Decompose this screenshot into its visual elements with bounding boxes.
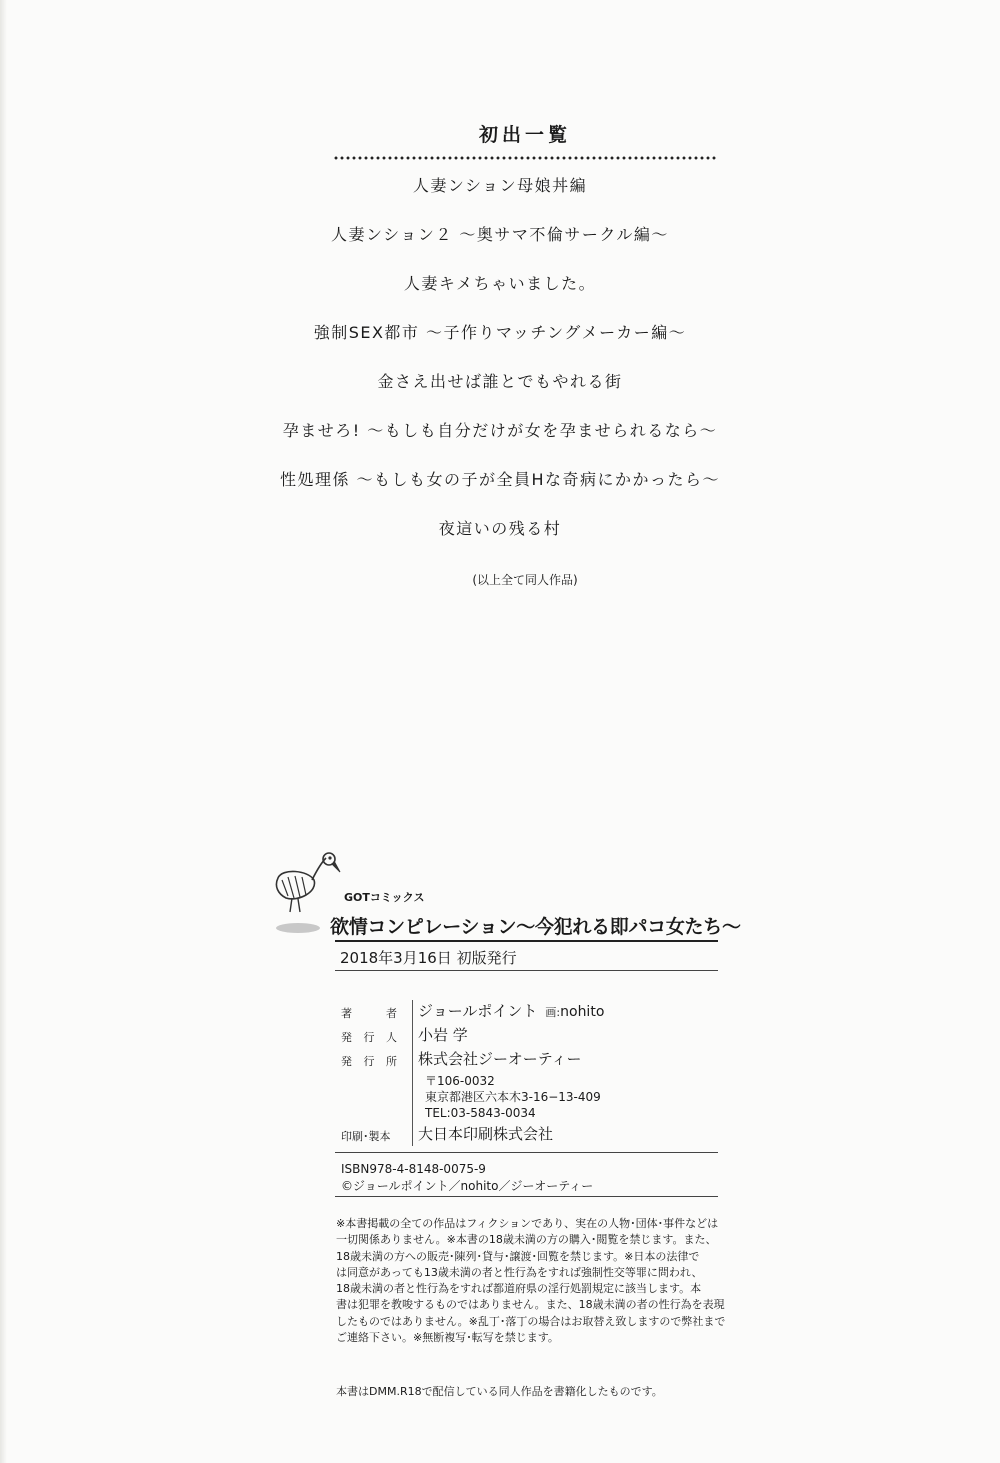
credit-value [418,1000,604,1021]
notice-line: 18歳未満の者と性行為をすれば都道府県の淫行処罰規定に該当します。本 [336,1282,702,1296]
divider [335,1196,718,1197]
telephone: TEL:03-5843-0034 [425,1106,536,1120]
credit-key: 発行所 [341,1055,397,1068]
work-item: 金さえ出せば誰とでもやれる街 [377,372,623,391]
credit-value: 小岩 学 [418,1026,468,1044]
notice-line: 一切関係ありません。※本書の18歳未満の方の購入･閲覧を禁じます。また、 [336,1233,717,1247]
credit-row-printer [341,1123,721,1147]
work-item: 夜這いの残る村 [438,519,562,538]
notice-line: は同意があっても13歳未満の者と性行為をすれば強制性交等罪に問われ、 [336,1265,703,1279]
work-item: 孕ませろ! ～もしも自分だけが女を孕ませられるなら～ [282,421,718,440]
work-item: 人妻ンション母娘丼編 [412,176,588,195]
street-address: 東京都港区六本木3-16−13-409 [425,1090,601,1104]
footer-note: 本書はDMM.R18で配信している同人作品を書籍化したものです。 [336,1385,663,1398]
notice-line: 18歳未満の方への販売･陳列･貸与･譲渡･回覧を禁じます。※日本の法律で [336,1249,700,1263]
work-item: 性処理係 ～もしも女の子が全員Hな奇病にかかったら～ [279,470,721,489]
divider [335,970,718,971]
illustrator-name: nohito [560,1004,605,1020]
isbn: ISBN978-4-8148-0075-9 [341,1162,486,1176]
imprint-label: GOTコミックス [344,891,425,904]
credit-row-publisher-person [341,1024,721,1048]
notice-line: 書は犯罪を教唆するものではありません。また、18歳未満の者の性行為を表現 [336,1298,725,1312]
legal-notice [336,1216,726,1346]
dotted-divider [333,156,718,160]
publication-date: 2018年3月16日 初版発行 [340,949,517,967]
copyright: ©ジョールポイント／nohito／ジーオーティー [341,1179,594,1193]
book-title: 欲情コンピレーション～今犯れる即パコ女たち～ [330,916,741,938]
notice-line: ※本書掲載の全ての作品はフィクションであり、実在の人物･団体･事件などは [336,1217,719,1230]
credit-row-publisher [341,1048,721,1072]
work-item: 強制SEX都市 ～子作りマッチングメーカー編～ [313,323,687,342]
postal-code: 〒106-0032 [425,1074,495,1088]
notice-line: ご連絡下さい。※無断複写･転写を禁じます。 [336,1331,559,1345]
divider [335,940,718,942]
divider [335,1152,718,1153]
toc-note: (以上全て同人作品) [472,573,578,587]
credit-value: 大日本印刷株式会社 [418,1125,554,1143]
credit-key: 印刷･製本 [341,1130,391,1143]
credit-row-author [341,1000,721,1024]
work-item: 人妻ンション２ ～奥サマ不倫サークル編～ [331,225,669,244]
credits [341,1000,721,1072]
credit-key: 著者 [341,1007,397,1020]
isbn-block [341,1161,593,1195]
illust-label: 画: [545,1006,561,1019]
works-list [0,170,1000,562]
publisher-address [425,1073,601,1121]
notice-line: したものではありません。※乱丁･落丁の場合はお取替え致しますので弊社まで [336,1314,726,1328]
work-item: 人妻キメちゃいました。 [403,274,597,293]
credit-key: 発行人 [341,1031,397,1044]
toc-title: 初出一覧 [478,124,571,146]
author-name: ジョールポイント [418,1002,538,1020]
credit-value: 株式会社ジーオーティー [418,1050,582,1068]
